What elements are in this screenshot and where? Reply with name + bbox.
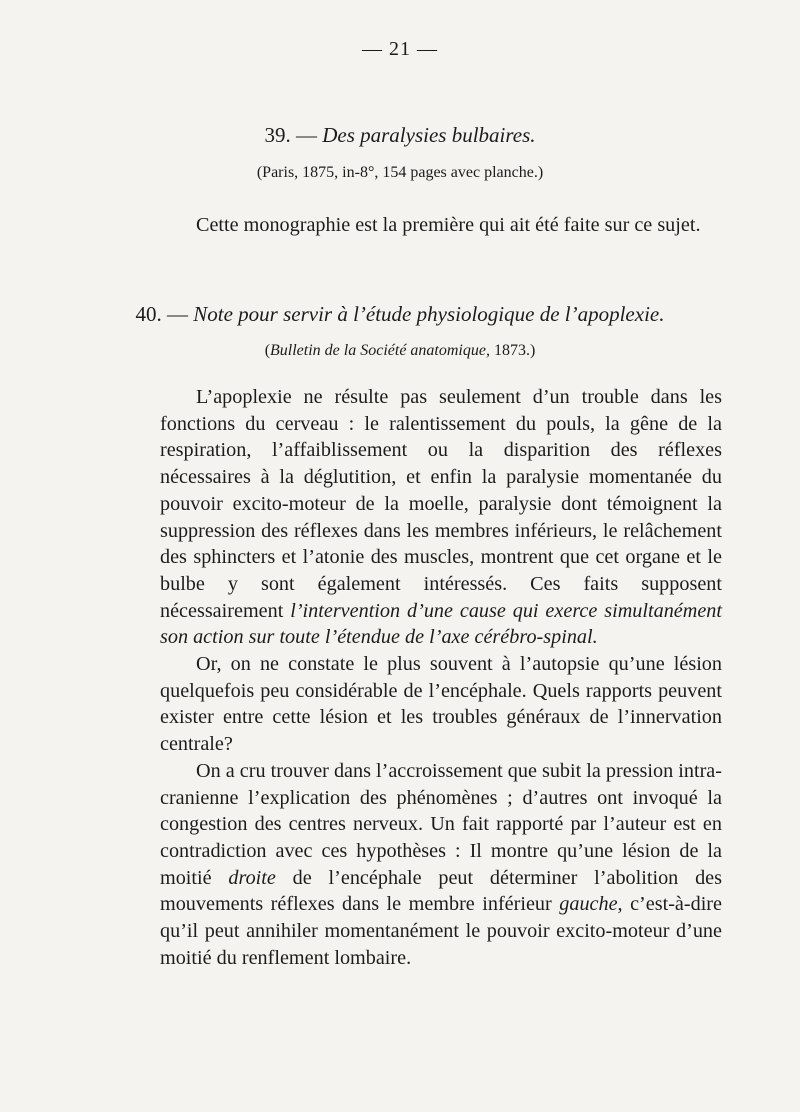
entry-40-heading <box>0 302 800 327</box>
paragraph: Cette monographie est la première qui ait été faite sur ce sujet. <box>196 214 701 236</box>
entry-title: Note pour servir à l’étude physiologique de l’apoplexie. <box>193 302 665 326</box>
paragraph-3-italic-droite: droite <box>228 866 276 889</box>
entry-number: 39. <box>264 123 291 147</box>
paragraph-3-italic-gauche: gauche <box>559 893 618 916</box>
entry-40-body <box>160 384 722 971</box>
paragraph-3-text-a: On a cru trouver dans l’accroissement que subit la pression intra-cranienne l’explication des phénomènes ; d’autres ont invoqué la congestion des centres nerveux. Un fait rapporté par l’auteur est en contradiction avec ces hypothèses : Il montre qu’une lésion de la moitié <box>160 759 722 889</box>
entry-number: 40. <box>135 302 162 326</box>
page-number: — 21 — <box>362 38 438 60</box>
source-journal: Bulletin de la Société anatomique, <box>270 342 490 359</box>
entry-40-source <box>0 342 800 360</box>
source-year: 1873.) <box>489 342 536 359</box>
entry-39-heading <box>0 123 800 148</box>
entry-39-source: (Paris, 1875, in-8°, 154 pages avec planche.) <box>256 164 544 181</box>
paragraph-3 <box>160 758 722 972</box>
paragraph-1-text: L’apoplexie ne résulte pas seulement d’un trouble dans les fonctions du cerveau : le ralentissement du pouls, la gêne de la respiration, l’affaiblissement ou la disparition des réflexes nécessaires à la déglutition, et enfin la paralysie momentanée du pouvoir excito-moteur de la moelle, paralysie dont témoignent la suppression des réflexes dans les membres inférieurs, le relâchement des sphincters et l’atonie des muscles, montrent que cet organe et le bulbe y sont également intéressés. Ces faits supposent nécessairement <box>160 386 722 622</box>
paragraph-3-text-b: de l’encéphale peut déterminer l’abolition des mouvements réflexes dans le membre inférieur <box>160 866 722 916</box>
paragraph-1 <box>160 384 722 651</box>
entry-dash: — <box>295 123 317 147</box>
source-open: ( <box>264 342 271 359</box>
paragraph-1-italic: l’intervention d’une cause qui exerce simultanément son action sur toute l’étendue de l’axe cérébro-spinal. <box>160 599 722 649</box>
entry-dash: — <box>167 302 188 326</box>
paragraph-3-text-c: , c’est-à-dire qu’il peut annihiler momentanément le pouvoir excito-moteur d’une moitié du renflement lombaire. <box>160 893 722 969</box>
paragraph-2: Or, on ne constate le plus souvent à l’autopsie qu’une lésion quelquefois peu considérable de l’encéphale. Quels rapports peuvent exister entre cette lésion et les troubles généraux de l’innervation centrale? <box>160 653 722 756</box>
entry-39-body <box>160 212 722 239</box>
entry-title: Des paralysies bulbaires. <box>322 123 536 147</box>
